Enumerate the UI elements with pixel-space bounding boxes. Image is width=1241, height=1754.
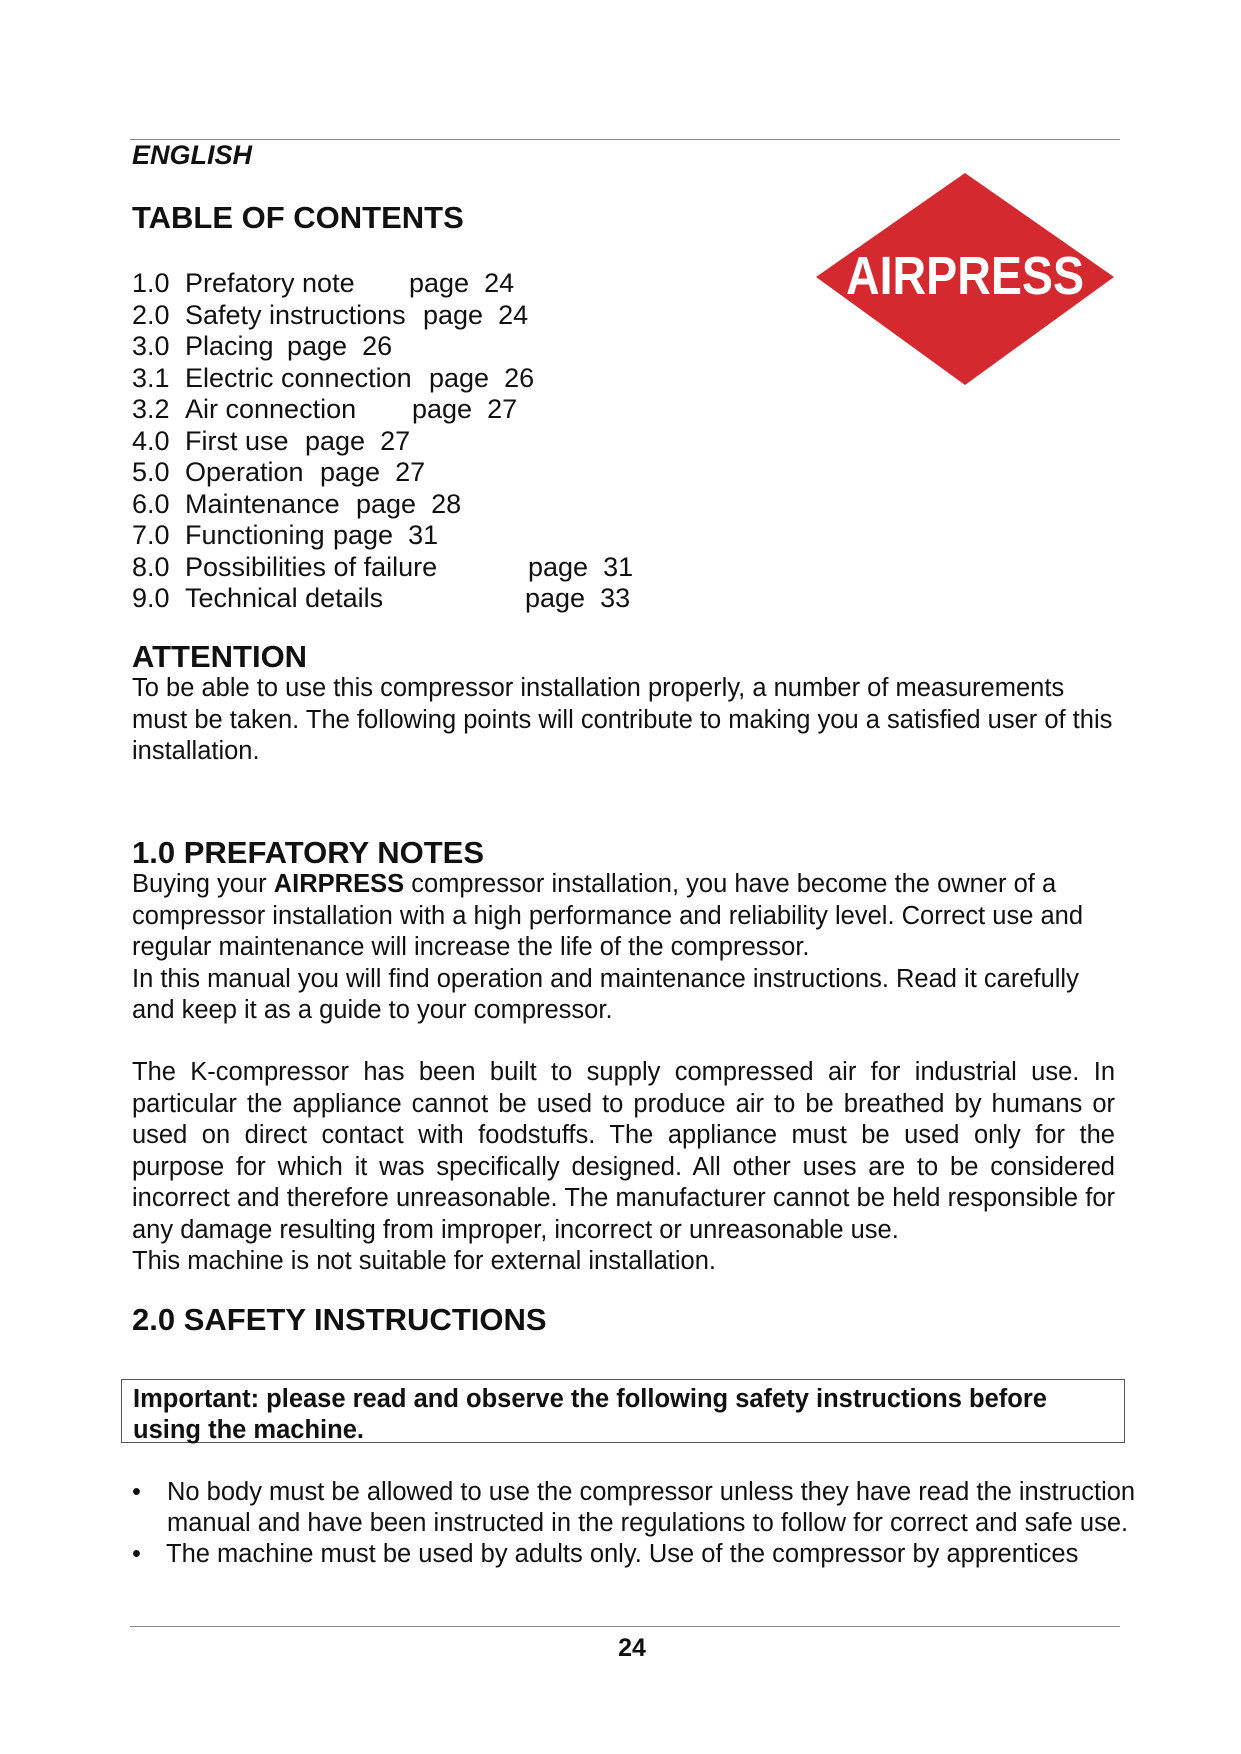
airpress-logo	[812, 170, 1118, 388]
page-number: 24	[618, 1634, 646, 1662]
logo-wordmark: AIRPRESS	[846, 246, 1084, 306]
list-item: • No body must be allowed to use the compressor unless they have read the instruction manual and have been instructed in the regulations to follow for correct and safe use.	[132, 1478, 1136, 1537]
bullet-icon: •	[132, 1540, 141, 1568]
language-label: ENGLISH	[132, 140, 253, 170]
attention-title: ATTENTION	[132, 639, 308, 674]
attention-text: To be able to use this compressor installation properly, a number of measurements must be taken. The following points will contribute to making you a satisfied user of this installation.	[132, 674, 1113, 765]
safety-title: 2.0 SAFETY INSTRUCTIONS	[132, 1302, 547, 1337]
header-rule	[130, 139, 1120, 140]
toc-title: TABLE OF CONTENTS	[132, 200, 464, 235]
prefatory-usage	[132, 1057, 1115, 1278]
bullet-icon: •	[132, 1478, 141, 1506]
list-item: • The machine must be used by adults only. Use of the compressor by apprentices	[132, 1540, 1079, 1568]
important-notice-box: Important: please read and observe the following safety instructions before using the machine.	[121, 1379, 1125, 1443]
prefatory-intro	[132, 869, 1115, 1027]
brand-name: AIRPRESS	[273, 870, 405, 898]
prefatory-paragraph-4: This machine is not suitable for external installation.	[132, 1247, 716, 1275]
prefatory-paragraph-2: In this manual you will find operation and maintenance instructions. Read it carefully and keep it as a guide to your compressor.	[132, 964, 1079, 1024]
prefatory-title: 1.0 PREFATORY NOTES	[132, 835, 485, 870]
safety-bullet-list	[128, 1477, 1168, 1570]
prefatory-paragraph-3: The K-compressor has been built to supply compressed air for industrial use. In particular the appliance cannot be used to produce air to be breathed by humans or used on direct contact with foodstuffs. The appliance must be used only for the purpose for which it was specifically designed. All other uses are to be considered incorrect and therefore unreasonable. The manufacturer cannot be held responsible for any damage resulting from improper, incorrect or unreasonable use.	[132, 1058, 1115, 1244]
airpress-logo-diamond	[812, 170, 1118, 388]
prefatory-paragraph-1: Buying your AIRPRESS compressor installation, you have become the owner of a compressor installation with a high performance and reliability level. Correct use and regular maintenance will increase the life of the compressor.	[132, 870, 1084, 961]
footer-rule	[130, 1626, 1120, 1627]
